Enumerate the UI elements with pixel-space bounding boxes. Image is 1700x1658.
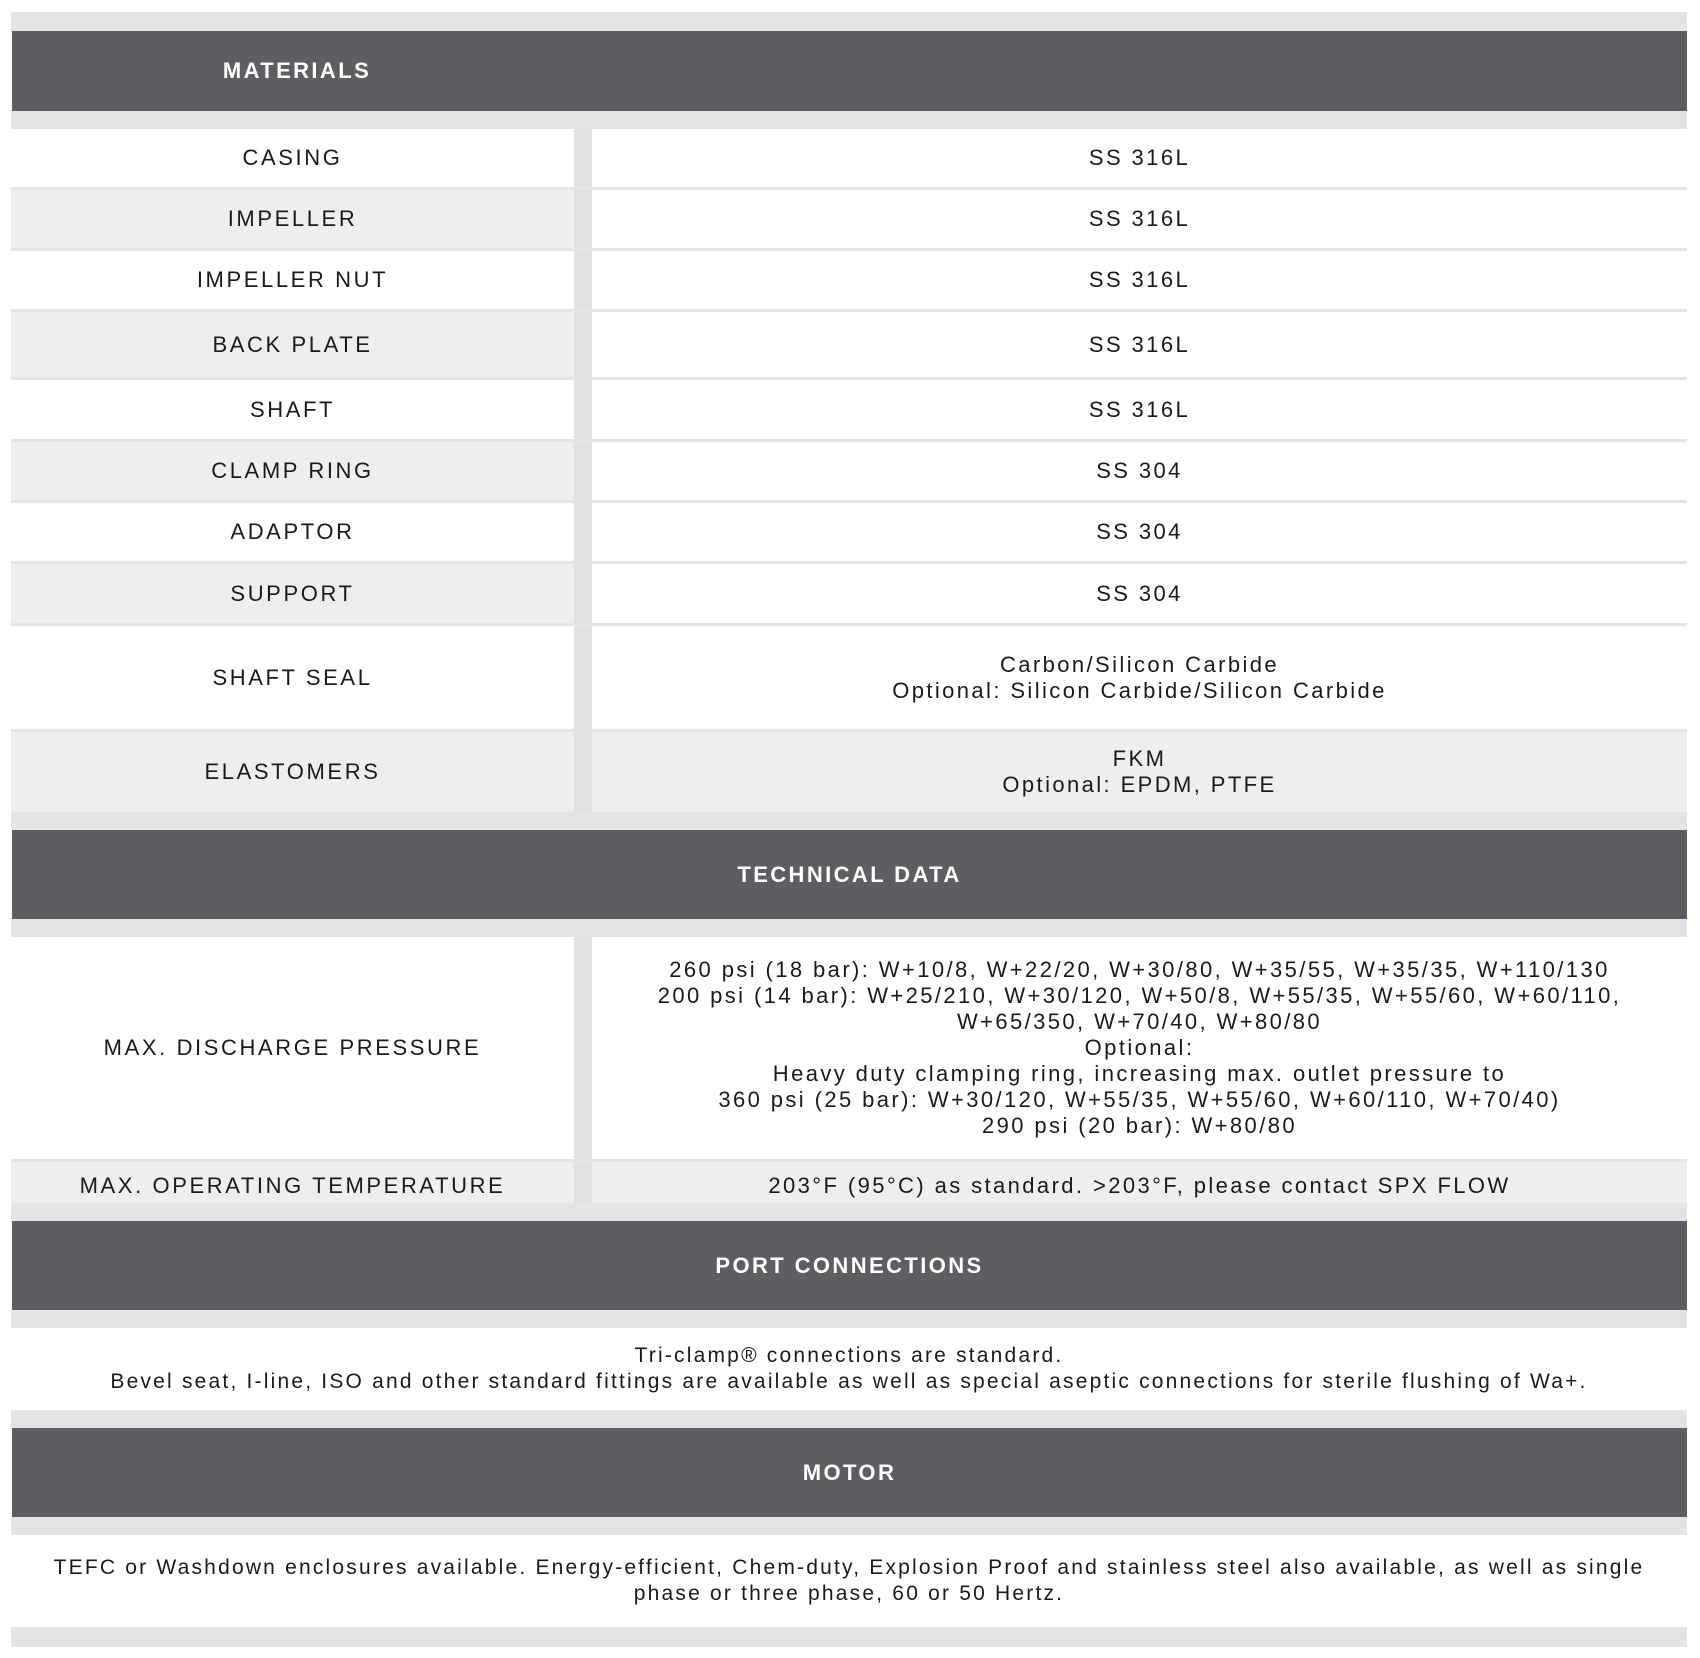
value-line: Carbon/Silicon Carbide (999, 651, 1280, 677)
text-line: TEFC or Washdown enclosures available. Energy-efficient, Chem-duty, Explosion Proof and stainless steel also available, as well as single (53, 1556, 1645, 1579)
row-label: SHAFT SEAL (212, 664, 373, 690)
table-row (11, 1162, 1687, 1203)
port-connections-text (11, 1328, 1687, 1410)
table-row (11, 380, 1687, 442)
row-value (592, 190, 1687, 248)
table-row (11, 937, 1687, 1162)
row-value (592, 937, 1687, 1159)
row-label: MAX. OPERATING TEMPERATURE (79, 1173, 506, 1198)
column-divider (574, 503, 592, 561)
value-line: 290 psi (20 bar): W+80/80 (982, 1113, 1297, 1138)
row-value (592, 564, 1687, 623)
row-value (592, 251, 1687, 309)
table-row (11, 312, 1687, 380)
section-header-materials (12, 31, 1687, 111)
row-label: CASING (242, 145, 343, 170)
spacer-band (11, 919, 1687, 937)
spacer-band (11, 12, 1687, 32)
row-label: IMPELLER (227, 206, 358, 231)
row-value (592, 442, 1687, 500)
spacer-band (11, 1517, 1687, 1535)
section-header-port-connections (12, 1221, 1687, 1310)
table-row (11, 190, 1687, 251)
value-line: Heavy duty clamping ring, increasing max. outlet pressure to (772, 1061, 1507, 1086)
column-divider (574, 937, 592, 1159)
spacer-band (11, 111, 1687, 129)
table-row (11, 626, 1687, 732)
value-line: SS 304 (1096, 580, 1183, 606)
value-line: 360 psi (25 bar): W+30/120, W+55/35, W+55/60, W+60/110, W+70/40) (718, 1087, 1561, 1112)
motor-text (11, 1535, 1687, 1627)
section-header-technical-data (12, 830, 1687, 919)
row-label: MAX. DISCHARGE PRESSURE (103, 1035, 482, 1060)
column-divider (574, 1162, 592, 1203)
row-value (592, 732, 1687, 812)
value-line: Optional: (1084, 1035, 1195, 1060)
value-line: Optional: EPDM, PTFE (1002, 772, 1277, 797)
row-value (592, 626, 1687, 729)
value-line: FKM (1112, 746, 1167, 771)
table-row (11, 442, 1687, 503)
spacer-band (11, 1410, 1687, 1428)
row-value (592, 503, 1687, 561)
table-row (11, 503, 1687, 564)
value-line: SS 316L (1088, 145, 1191, 170)
value-line: SS 316L (1088, 331, 1191, 357)
spacer-band (11, 812, 1687, 830)
value-line: 260 psi (18 bar): W+10/8, W+22/20, W+30/80, W+35/55, W+35/35, W+110/130 (669, 957, 1610, 982)
column-divider (574, 190, 592, 248)
column-divider (574, 129, 592, 187)
column-divider (574, 442, 592, 500)
text-line: phase or three phase, 60 or 50 Hertz. (633, 1582, 1065, 1605)
row-label: SHAFT (249, 396, 336, 422)
value-line: W+65/350, W+70/40, W+80/80 (956, 1009, 1323, 1034)
section-title: MATERIALS (222, 58, 372, 83)
row-value (592, 1162, 1687, 1203)
row-value (592, 312, 1687, 377)
column-divider (574, 732, 592, 812)
value-line: SS 304 (1096, 519, 1183, 544)
spacer-band (11, 1203, 1687, 1221)
spacer-band (11, 1627, 1687, 1647)
text-line: Bevel seat, I-line, ISO and other standard fittings are available as well as special aseptic connections for sterile flushing of Wa+. (110, 1370, 1588, 1393)
row-label: ELASTOMERS (204, 759, 381, 784)
text-line: Tri-clamp® connections are standard. (634, 1344, 1064, 1367)
row-label: IMPELLER NUT (196, 267, 389, 292)
column-divider (574, 626, 592, 729)
row-label: BACK PLATE (212, 331, 373, 357)
section-title: TECHNICAL DATA (737, 861, 962, 887)
value-line: 203°F (95°C) as standard. >203°F, please contact SPX FLOW (768, 1173, 1511, 1198)
row-label: CLAMP RING (211, 458, 374, 483)
table-row (11, 251, 1687, 312)
table-row (11, 564, 1687, 626)
column-divider (574, 564, 592, 623)
section-title: MOTOR (802, 1459, 897, 1485)
column-divider (574, 380, 592, 439)
row-value (592, 380, 1687, 439)
value-line: 200 psi (14 bar): W+25/210, W+30/120, W+50/8, W+55/35, W+55/60, W+60/110, (657, 983, 1622, 1008)
row-value (592, 129, 1687, 187)
column-divider (574, 312, 592, 377)
spacer-band (11, 1310, 1687, 1328)
value-line: Optional: Silicon Carbide/Silicon Carbide (892, 677, 1387, 703)
value-line: SS 316L (1088, 396, 1191, 422)
table-row (11, 732, 1687, 812)
value-line: SS 316L (1088, 267, 1191, 292)
row-label: ADAPTOR (230, 519, 355, 544)
table-row (11, 129, 1687, 190)
row-label: SUPPORT (230, 580, 355, 606)
column-divider (574, 251, 592, 309)
section-title: PORT CONNECTIONS (715, 1252, 984, 1278)
section-header-motor (12, 1428, 1687, 1517)
value-line: SS 316L (1088, 206, 1191, 231)
value-line: SS 304 (1096, 458, 1183, 483)
